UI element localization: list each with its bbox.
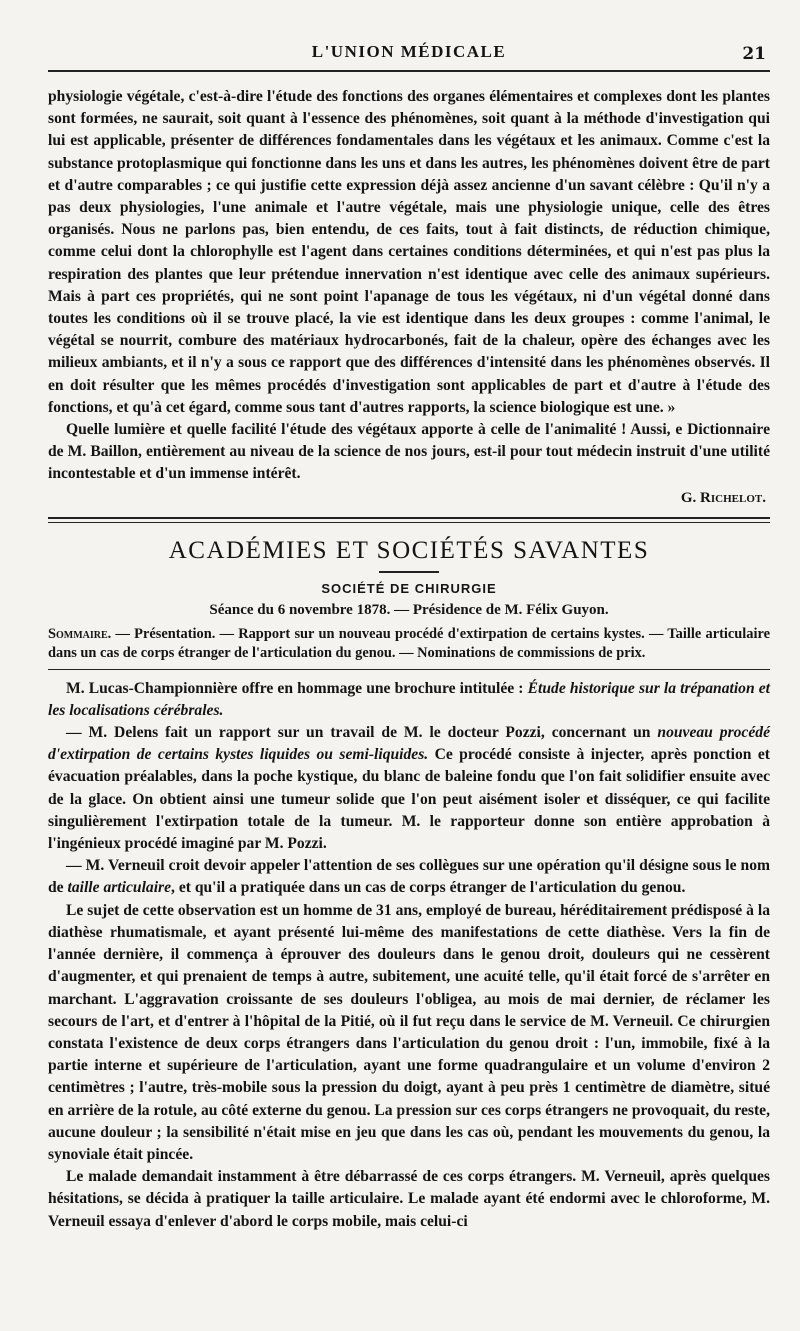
report-text: — M. Verneuil croit devoir appeler l'attention de ses collègues sur une opération qu'il désigne sous le nom de — [48, 857, 770, 897]
page-body — [48, 86, 770, 1233]
page-header — [48, 38, 770, 72]
report-text: Ce procédé consiste à injecter, après ponction et évacuation préalables, dans la poche kystique, du blanc de baleine fondu que l'on fait solidifier ensuite avec de la glace. On obtient ainsi une tumeur solide que l'on peut aisément isoler et disséquer, ce qui facilite singulièrement l'extirpation totale de la tumeur. M. le rapporteur donne son entière approbation à l'ingénieux procédé imaginé par M. Pozzi. — [48, 746, 770, 853]
report-italic: Étude historique sur la trépanation et les localisations cérébrales. — [48, 679, 771, 719]
report-paragraph: Le malade demandait instamment à être débarrassé de ces corps étrangers. M. Verneuil, après quelques hésitations, se décida à pratiquer la taille articulaire. Le malade ayant été endormi avec le chloroforme, M. Verneuil essaya d'enlever d'abord le corps mobile, mais celui-ci — [48, 1168, 770, 1230]
report-text: , et qu'il a pratiquée dans un cas de corps étranger de l'articulation du genou. — [171, 879, 686, 897]
running-head: L'UNION MÉDICALE — [311, 42, 507, 61]
report-text: — M. Delens fait un rapport sur un travail de M. le docteur Pozzi, concernant un — [66, 724, 658, 742]
section-divider-thin — [48, 522, 770, 523]
report-text: M. Lucas-Championnière offre en hommage une brochure intitulée : — [66, 679, 528, 697]
article-paragraph: physiologie végétale, c'est-à-dire l'étude des fonctions des organes élémentaires et complexes dont les plantes sont formées, ne saurait, soit quant à l'essence des phénomènes, soit quant à la méthode d'investigation qui lui est applicable, présenter de différences fondamentales dans les végétaux et les animaux. Comme c'est la substance protoplasmique qui fonctionne dans les uns et dans les autres, les phénomènes doivent être de part et d'autre comparables ; ce qui justifie cette expression déjà assez ancienne d'un savant célèbre : Qu'il n'y a pas deux physiologies, l'une animale et l'autre végétale, mais une physiologie unique, celle des êtres organisés. Nous ne parlons pas, bien entendu, de ces faits, tout à fait distincts, de réduction chimique, comme celui dont la chlorophylle est l'agent dans certaines conditions déterminées, et qui n'est pas plus la respiration des plantes que leur prétendue innervation n'est identique avec celle des animaux supérieurs. Mais à part ces propriétés, qui ne sont point l'apanage de tous les végétaux, ni d'un végétal donné dans toutes les conditions où il se trouve placé, la vie est identique dans les deux groupes : comme l'animal, le végétal se nourrit, combure des matériaux hydrocarbonés, fait de la chaleur, opère des échanges avec les milieux ambiants, et il n'y a sous ce rapport que des différences d'intensité dans les phénomènes observés. Il en doit résulter que les mêmes procédés d'investigation sont applicables de part et d'autre à l'étude des fonctions, et qu'à cet égard, comme sous tant d'autres rapports, la science biologique est une. » — [48, 88, 770, 416]
title-rule — [379, 571, 439, 573]
section-divider — [48, 517, 770, 519]
summary-label: Sommaire. — [48, 625, 112, 642]
report-paragraph — [48, 678, 770, 722]
report-paragraph: Le sujet de cette observation est un homme de 31 ans, employé de bureau, héréditairement prédisposé à la diathèse rhumatismale, et ayant présenté lui-même des manifestations de cette diathèse. Vers la fin de l'année dernière, il commença à éprouver des douleurs dans le genou droit, douleurs qui ne cessèrent d'augmenter, et qui prenaient de temps à autre, subitement, une acuité telle, qu'il était forcé de s'arrêter en marchant. L'aggravation croissante de ses douleurs l'obligea, au mois de mai dernier, de réclamer les secours de l'art, et d'entrer à l'hôpital de la Pitié, où il fut reçu dans le service de M. Verneuil. Ce chirurgien constata l'existence de deux corps étrangers dans l'articulation du genou droit : l'un, immobile, fixé à la partie interne et supérieure de l'articulation, ayant une forme quadrangulaire et un volume d'environ 2 centimètres ; l'autre, très-mobile sous la pression du doigt, ayant à peu près 1 centimètre de diamètre, situé en arrière de la rotule, au côté externe du genou. La pression sur ces corps étrangers ne provoquait, du reste, aucune douleur ; la sensibilité n'était mise en jeu que dans les cas où, pendant les mouvements du genou, la synoviale était pincée. — [48, 901, 770, 1163]
summary-text: — Présentation. — Rapport sur un nouveau procédé d'extirpation de certains kystes. — Taille articulaire dans un cas de corps étranger de l'articulation du genou. — Nominations de commissions de prix. — [48, 625, 770, 661]
section-title: ACADÉMIES ET SOCIÉTÉS SAVANTES — [168, 536, 650, 564]
summary — [48, 625, 770, 663]
society-heading: SOCIÉTÉ DE CHIRURGIE — [321, 580, 497, 596]
article-signature: G. Richelot. — [680, 489, 766, 506]
session-line: Séance du 6 novembre 1878. — Présidence de M. Félix Guyon. — [209, 601, 609, 618]
article-paragraph: Quelle lumière et quelle facilité l'étude des végétaux apporte à celle de l'animalité ! Aussi, e Dictionnaire de M. Baillon, entièrement au niveau de la science de nos jours, est-il pour tout médecin instruit d'une utilité incontestable et d'un immense intérêt. — [48, 421, 770, 483]
report-italic: taille articulaire — [67, 879, 172, 897]
page-number: 21 — [742, 44, 766, 64]
report-paragraph — [48, 855, 770, 899]
report-paragraph — [48, 722, 770, 855]
report-italic: nouveau procédé d'extirpation de certains kystes liquides ou semi-liquides. — [48, 724, 770, 764]
